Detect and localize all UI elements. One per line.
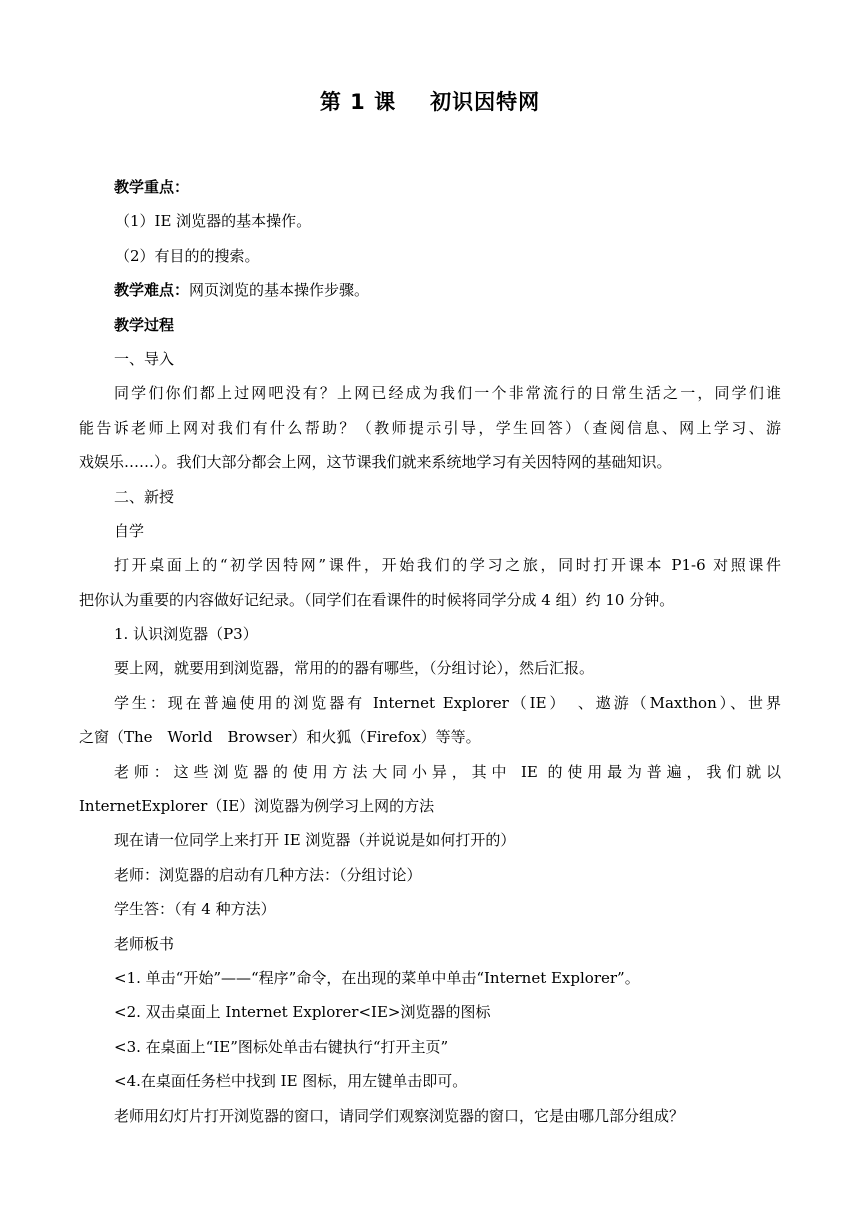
key-point-2: （2）有目的的搜索。 [115, 246, 260, 265]
method-3: <3. 在桌面上“IE”图标处单击右键执行“打开主页” [114, 1037, 449, 1056]
difficulty-paragraph [79, 273, 781, 307]
intro-line-3: 戏娱乐……）。我们大部分都会上网，这节课我们就来系统地学习有关因特网的基础知识。 [79, 453, 672, 472]
lesson-name: 初识因特网 [430, 90, 541, 114]
key-point-1: （1）IE 浏览器的基本操作。 [115, 212, 312, 231]
lesson-number: 第 1 课 [319, 90, 397, 114]
key-points-label: 教学重点： [114, 178, 190, 196]
difficulty-label: 教学难点： [114, 281, 190, 300]
intro-line-1: 同学们你们都上过网吧没有？上网已经成为我们一个非常流行的日常生活之一，同学们谁 [114, 384, 781, 403]
self-study-line-2: 把你认为重要的内容做好记纪录。（同学们在看课件的时候将同学分成 4 组）约 10 分钟。 [79, 590, 675, 609]
section-1-heading: 1. 认识浏览器（P3） [114, 625, 258, 644]
document-body [79, 170, 781, 1133]
intro-line-2: 能告诉老师上网对我们有什么帮助？（教师提示引导，学生回答）（查阅信息、网上学习、游 [79, 418, 781, 437]
new-lesson-heading: 二、新授 [114, 487, 175, 506]
method-1: <1. 单击“开始”——“程序”命令，在出现的菜单中单击“Internet Explorer”。 [114, 968, 640, 987]
lesson-title [0, 86, 860, 116]
process-heading: 教学过程 [114, 315, 175, 334]
teacher-line-1: 老师：这些浏览器的使用方法大同小异，其中 IE 的使用最为普遍，我们就以 [114, 762, 781, 781]
invite-line: 现在请一位同学上来打开 IE 浏览器（并说说是如何打开的） [114, 831, 516, 850]
method-2: <2. 双击桌面上 Internet Explorer<IE>浏览器的图标 [114, 1003, 491, 1022]
final-paragraph: 老师用幻灯片打开浏览器的窗口，请同学们观察浏览器的窗口，它是由哪几部分组成？ [114, 1106, 685, 1125]
method-4: <4.在桌面任务栏中找到 IE 图标，用左键单击即可。 [114, 1072, 468, 1091]
student-answer-line-1: 学生：现在普遍使用的浏览器有 Internet Explorer（IE） 、遨游（Maxthon）、世界 [114, 693, 781, 712]
self-study-line-1: 打开桌面上的“初学因特网”课件，开始我们的学习之旅，同时打开课本 P1-6 对照课件 [114, 556, 781, 575]
student-reply: 学生答：（有 4 种方法） [114, 900, 276, 919]
difficulty-text: 网页浏览的基本操作步骤。 [189, 281, 370, 300]
student-answer-line-2: 之窗（The World Browser）和火狐（Firefox）等等。 [79, 728, 481, 747]
teacher-question: 老师：浏览器的启动有几种方法：（分组讨论） [114, 865, 422, 884]
teacher-line-2: InternetExplorer（IE）浏览器为例学习上网的方法 [79, 797, 435, 816]
board-writing-label: 老师板书 [114, 934, 175, 953]
self-study-heading: 自学 [114, 521, 145, 540]
question-1: 要上网，就要用到浏览器，常用的的器有哪些，（分组讨论），然后汇报。 [114, 659, 595, 678]
intro-heading: 一、导入 [114, 349, 175, 368]
